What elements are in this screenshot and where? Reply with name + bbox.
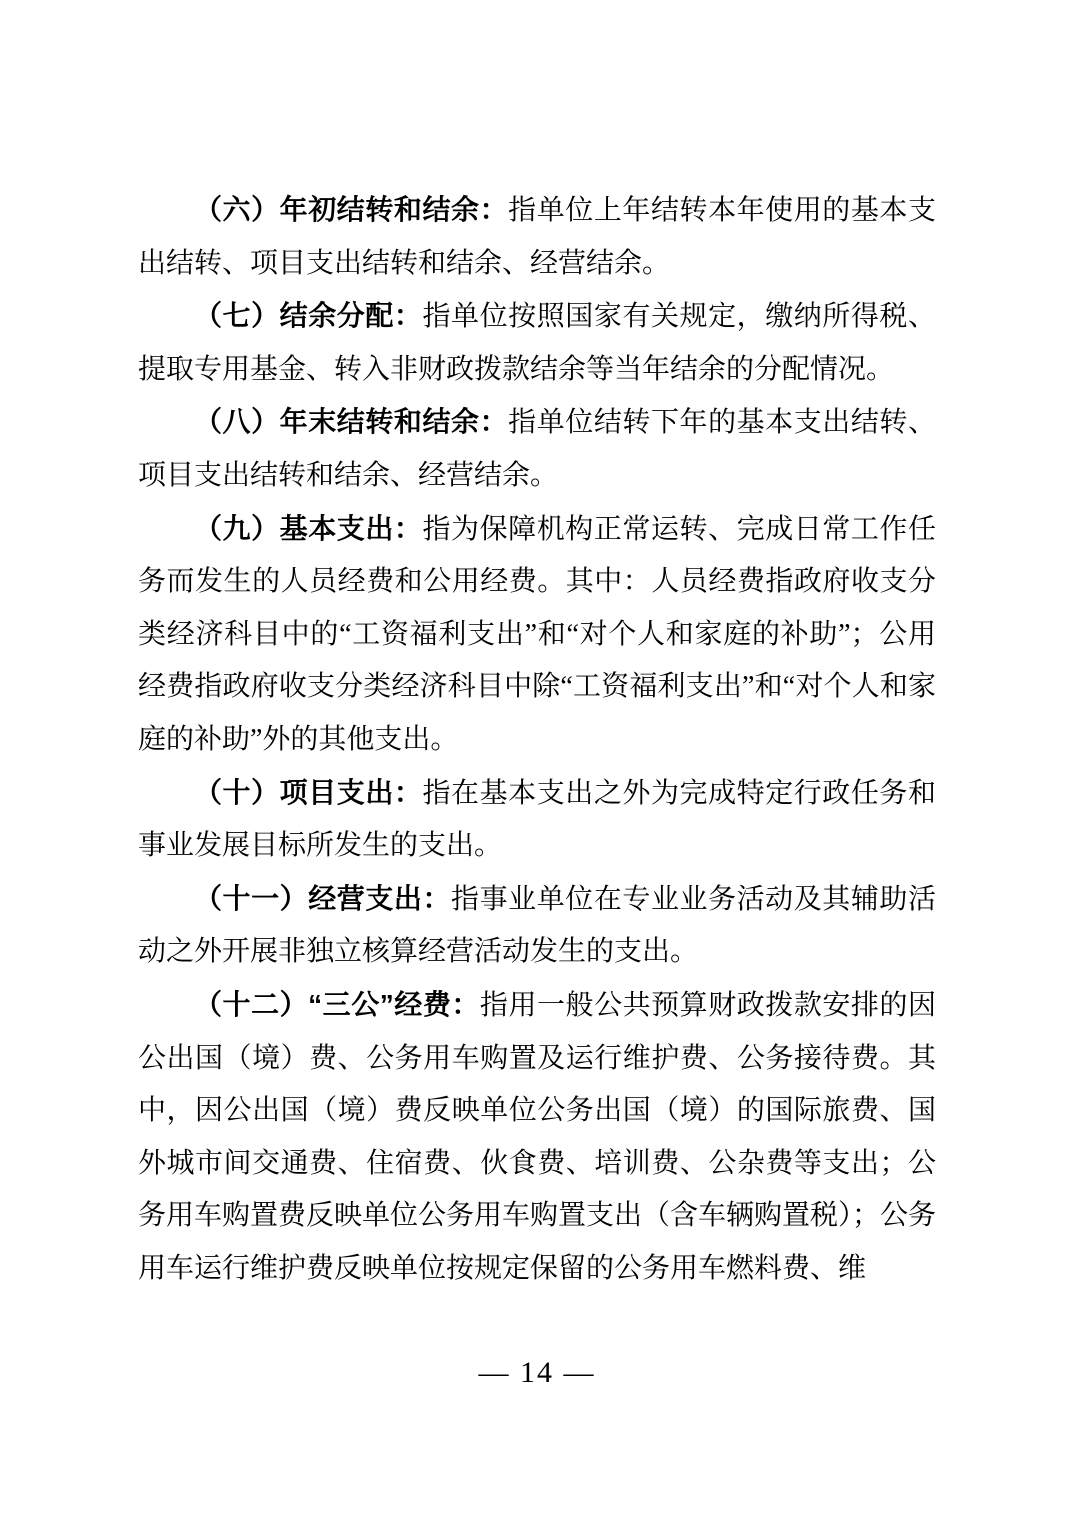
definition-paragraph [138, 979, 936, 1296]
definition-paragraph [138, 184, 936, 290]
term-definition: 指事业单位在专业业务活动及其辅助活动之外开展非独立核算经营活动发生的支出。 [138, 883, 936, 968]
definition-paragraph [138, 767, 936, 873]
term-heading: （八）年末结转和结余： [194, 406, 509, 438]
term-heading: （十）项目支出： [194, 776, 423, 808]
document-body [138, 184, 936, 1295]
definition-paragraph [138, 290, 936, 396]
term-definition: 指用一般公共预算财政拨款安排的因公出国（境）费、公务用车购置及运行维护费、公务接待费。其中，因公出国（境）费反映单位公务出国（境）的国际旅费、国外城市间交通费、住宿费、伙食费、培训费、公杂费等支出；公务用车购置费反映单位公务用车购置支出（含车辆购置税）；公务用车运行维护费反映单位按规定保留的公务用车燃料费、维 [138, 989, 937, 1284]
term-definition: 指为保障机构正常运转、完成日常工作任务而发生的人员经费和公用经费。其中：人员经费指政府收支分类经济科目中的“工资福利支出”和“对个人和家庭的补助”；公用经费指政府收支分类经济科目中除“工资福利支出”和“对个人和家庭的补助”外的其他支出。 [138, 513, 936, 755]
term-heading: （十二）“三公”经费： [194, 988, 480, 1020]
definition-paragraph [138, 503, 936, 767]
definition-paragraph [138, 873, 936, 979]
term-definition: 指单位上年结转本年使用的基本支出结转、项目支出结转和结余、经营结余。 [138, 195, 936, 279]
term-definition: 指单位结转下年的基本支出结转、项目支出结转和结余、经营结余。 [138, 407, 936, 491]
term-heading: （十一）经营支出： [194, 882, 452, 914]
term-heading: （九）基本支出： [194, 512, 423, 544]
term-heading: （七）结余分配： [194, 300, 423, 332]
definition-paragraph [138, 396, 936, 502]
term-definition: 指在基本支出之外为完成特定行政任务和事业发展目标所发生的支出。 [138, 777, 936, 862]
page-number: — 14 — [478, 1356, 596, 1389]
term-definition: 指单位按照国家有关规定，缴纳所得税、提取专用基金、转入非财政拨款结余等当年结余的分配情况。 [138, 301, 936, 385]
term-heading: （六）年初结转和结余： [194, 194, 509, 225]
page-footer [0, 1356, 1074, 1390]
